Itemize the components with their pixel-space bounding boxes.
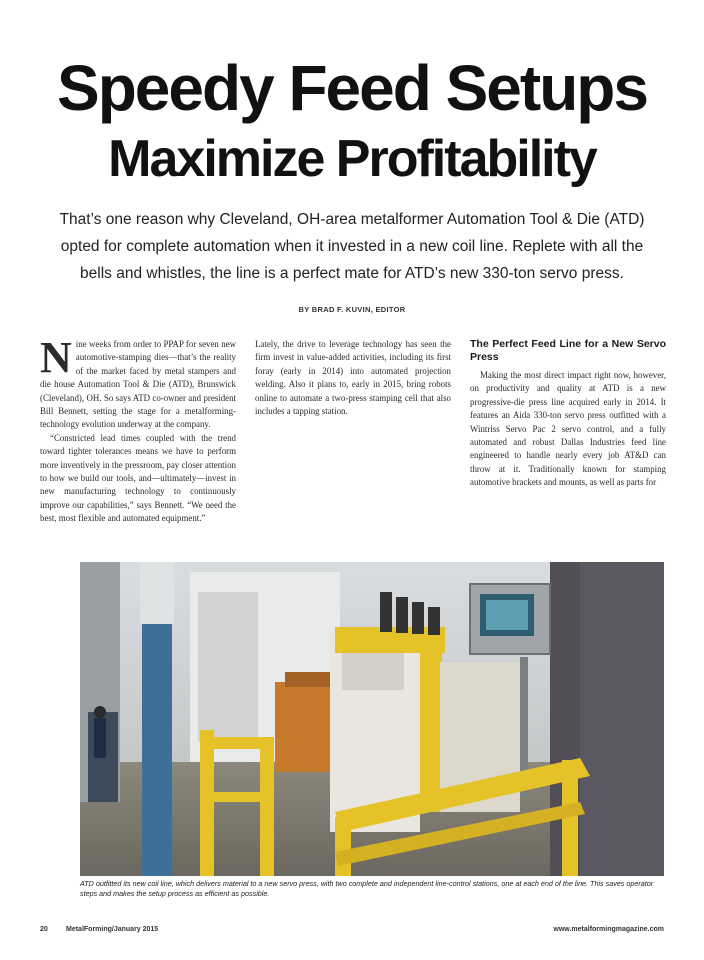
drop-cap: N — [40, 338, 72, 382]
body-column-2 — [255, 338, 451, 552]
magazine-issue: MetalForming/January 2015 — [66, 926, 159, 933]
paragraph-2: “Constricted lead times coupled with the trend toward tighter tolerances means we have to perform more inventively in the pressroom, pay closer attention to how we build our tools, and—ultimately—invest in new manufacturing technology to continuously improve our capabilities,” says Bennett. “We need the best, most flexible and automated equipment.” — [40, 432, 236, 524]
paragraph-4: Making the most direct impact right now, however, on productivity and quality at ATD is a new progressive-die press line acquired early in 2014. It features an Aida 330-ton servo press outfitted with a Wintriss Servo Pac 2 servo control, and a fully automated and robust Dallas Industries feed line engineered to handle nearly every job AT&D can throw at it. Traditionally known for stamping automotive brackets and mounts, as well as parts for — [470, 370, 666, 488]
section-subhead: The Perfect Feed Line for a New Servo Press — [470, 338, 666, 363]
page-number: 20 — [40, 926, 48, 933]
body-column-3 — [470, 338, 666, 552]
coil-line-photo — [80, 562, 664, 876]
paragraph-1: Nine weeks from order to PPAP for seven new automotive-stamping dies—that’s the reality of the market faced by metal stampers and die house Automation Tool & Die (ATD), Brunswick (Cleveland), OH. So says ATD co-owner and president Bill Bennett, setting the stage for a metalforming-technology evolution underway at the company. — [40, 338, 236, 430]
paragraph-3: Lately, the drive to leverage technology has seen the firm invest in value-added activities, including its first foray (early in 2014) into automated projection welding. Also it plans to, early in 2015, bring robots online to automate a two-press stamping cell that also includes a tapping station. — [255, 339, 451, 417]
coil-line-illustration — [80, 562, 664, 876]
article-title-line-1: Speedy Feed Setups — [57, 52, 647, 124]
body-column-1 — [40, 338, 236, 552]
article-deck: That’s one reason why Cleveland, OH-area metalformer Automation Tool & Die (ATD) opted for complete automation when it invested in a new coil line. Replete with all the bells and whistles, the line is a perfect mate for ATD’s new 330-ton servo press. — [59, 211, 645, 282]
article-title-line-2: Maximize Profitability — [108, 130, 596, 188]
website-link[interactable]: www.metalformingmagazine.com — [553, 926, 664, 933]
photo-caption: ATD outfitted its new coil line, which delivers material to a new servo press, with two complete and independent line-control stations, one at each end of the line. This saves operator steps and makes the setup process as efficient as possible. — [80, 879, 654, 898]
byline: BY BRAD F. KUVIN, EDITOR — [298, 305, 406, 314]
